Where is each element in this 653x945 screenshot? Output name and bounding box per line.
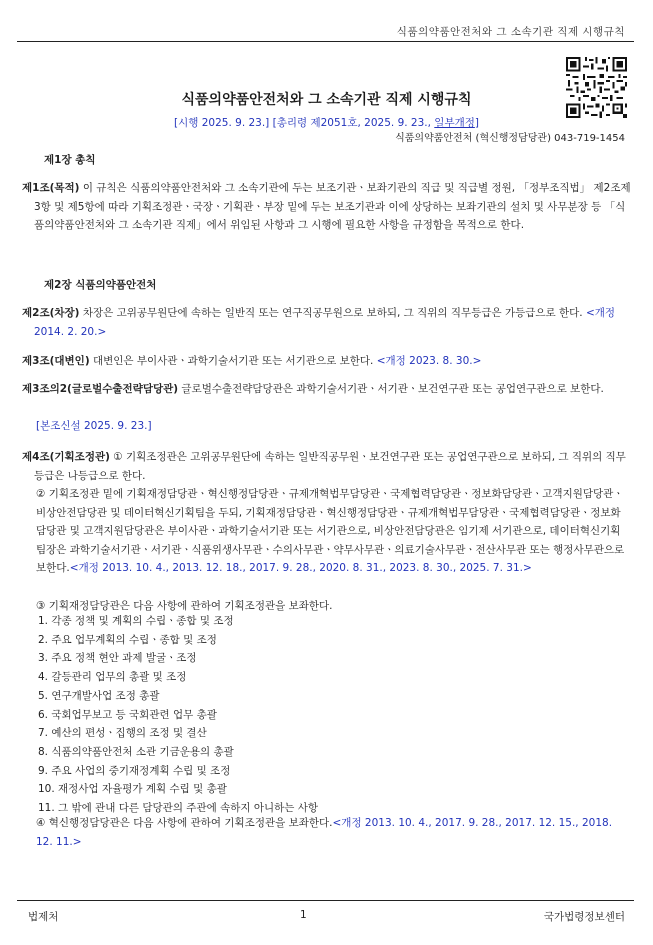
article-1-text: 이 규칙은 식품의약품안전처와 그 소속기관에 두는 보조기관ㆍ보좌기관의 직급 및 직급별 정원, 「정부조직법」 제2조제3항 및 제5항에 따라 기획조정관ㆍ국장ㆍ기획관ㆍ부장 밑에 두는 보조기관과 이에 상당하는 보좌기관의 설치 및 사무분장 등 「식품의약품안전처와 그 소속기관 직제」에서 위임된 사항과 그 시행에 필요한 사항을 규정함을 목적으로 한다.: [34, 182, 631, 231]
article-4-para-2-text: ② 기획조정관 밑에 기획재정담당관ㆍ혁신행정담당관ㆍ규제개혁법무담당관ㆍ국제협력담당관ㆍ정보화담당관ㆍ고객지원담당관ㆍ비상안전담당관 및 데이터혁신기획팀을 두되, 기획재정담당관ㆍ혁신행정담당관ㆍ규제개혁법무담당관ㆍ국제협력담당관ㆍ정보화담당관 및 고객지원담당관은 부이사관ㆍ과학기술서기관 또는 서기관으로, 비상안전담당관은 임기제 서기관으로, 데이터혁신기획팀장은 과학기술서기관ㆍ서기관ㆍ식품위생사무관ㆍ수의사무관ㆍ약무사무관ㆍ의료기술사무관ㆍ전산사무관 또는 행정사무관으로 보한다.: [36, 488, 625, 574]
article-3: [22, 352, 634, 371]
page-number: 1: [300, 909, 307, 921]
article-3-2-note[interactable]: [본조신설 2025. 9. 23.]: [36, 420, 152, 432]
article-2-amend-link[interactable]: <개정 2014. 2. 20.>: [34, 307, 616, 338]
article-1-heading: 제1조(목적): [22, 182, 80, 194]
enforcement-meta: [0, 115, 653, 130]
list-item: 9. 주요 사업의 중기재정계획 수립 및 조정: [38, 764, 231, 777]
list-item: 6. 국회업무보고 등 국회관련 업무 총괄: [38, 708, 217, 721]
list-item: 8. 식품의약품안전처 소관 기금운용의 총괄: [38, 745, 234, 758]
list-item: 11. 그 밖에 관내 다른 담당관의 주관에 속하지 아니하는 사항: [38, 802, 319, 815]
meta-prefix: [시행 2025. 9. 23.] [총리령 제2051호, 2025. 9. 23.,: [174, 117, 435, 129]
list-item: 4. 갈등관리 업무의 총괄 및 조정: [38, 671, 187, 684]
article-3-text: 대변인은 부이사관ㆍ과학기술서기관 또는 서기관으로 보한다.: [89, 355, 377, 367]
list-item: 1. 각종 정책 및 계획의 수립ㆍ종합 및 조정: [38, 615, 234, 627]
running-header: 식품의약품안전처와 그 소속기관 직제 시행규칙: [396, 26, 625, 38]
chapter-1-heading: 제1장 총칙: [44, 154, 96, 166]
article-1: [22, 179, 634, 235]
article-4-heading: 제4조(기획조정관): [22, 451, 110, 463]
list-item: 3. 주요 정책 현안 과제 발굴ㆍ조정: [38, 652, 197, 665]
article-4-para-4-text: ④ 혁신행정담당관은 다음 사항에 관하여 기획조정관을 보좌한다.: [36, 817, 333, 829]
header-divider: [17, 41, 634, 42]
article-4-para-1: [22, 448, 634, 485]
article-3-2-heading: 제3조의2(글로벌수출전략담당관): [22, 383, 179, 395]
article-4-para-2-amend-link[interactable]: <개정 2013. 10. 4., 2013. 12. 18., 2017. 9. 28., 2020. 8. 31., 2023. 8. 30., 2025. 7. 31.>: [69, 562, 532, 574]
article-3-2: [22, 380, 634, 399]
list-item: 5. 연구개발사업 조정 총괄: [38, 689, 160, 702]
department-contact: 식품의약품안전처 (혁신행정담당관) 043-719-1454: [395, 133, 625, 144]
list-item: 10. 재정사업 자율평가 계획 수립 및 총괄: [38, 783, 227, 796]
article-2-heading: 제2조(차장): [22, 307, 80, 319]
article-4-para-1-text: ① 기획조정관은 고위공무원단에 속하는 일반직공무원ㆍ보건연구관 또는 공업연구관으로 보하되, 그 직위의 직무등급은 나등급으로 한다.: [34, 451, 626, 482]
duty-list: [38, 612, 628, 818]
article-4-para-2: [36, 485, 626, 578]
document-title: 식품의약품안전처와 그 소속기관 직제 시행규칙: [181, 92, 472, 108]
chapter-2-heading: 제2장 식품의약품안전처: [44, 279, 157, 291]
article-2: [22, 304, 634, 341]
article-4-para-4: [36, 814, 626, 851]
footer-divider: [17, 900, 634, 901]
article-4-para-3: ③ 기획재정담당관은 다음 사항에 관하여 기획조정관을 보좌한다.: [36, 600, 333, 612]
article-4-para-4-amend-link[interactable]: <개정 2013. 10. 4., 2017. 9. 28., 2017. 12. 15., 2018. 12. 11.>: [36, 817, 613, 848]
article-3-amend-link[interactable]: <개정 2023. 8. 30.>: [376, 355, 482, 367]
article-3-2-text: 글로벌수출전략담당관은 과학기술서기관ㆍ서기관ㆍ보건연구관 또는 공업연구관으로 보한다.: [178, 383, 604, 395]
meta-suffix: ]: [474, 117, 479, 129]
article-2-text: 차장은 고위공무원단에 속하는 일반직 또는 연구직공무원으로 보하되, 그 직위의 직무등급은 가등급으로 한다.: [79, 307, 586, 319]
list-item: 2. 주요 업무계획의 수립ㆍ종합 및 조정: [38, 633, 217, 646]
footer-source: 국가법령정보센터: [543, 911, 625, 923]
footer-publisher: 법제처: [28, 911, 59, 923]
list-item: 7. 예산의 편성ㆍ집행의 조정 및 결산: [38, 727, 207, 740]
amendment-type-link[interactable]: 일부개정: [434, 117, 475, 129]
article-3-heading: 제3조(대변인): [22, 355, 90, 367]
